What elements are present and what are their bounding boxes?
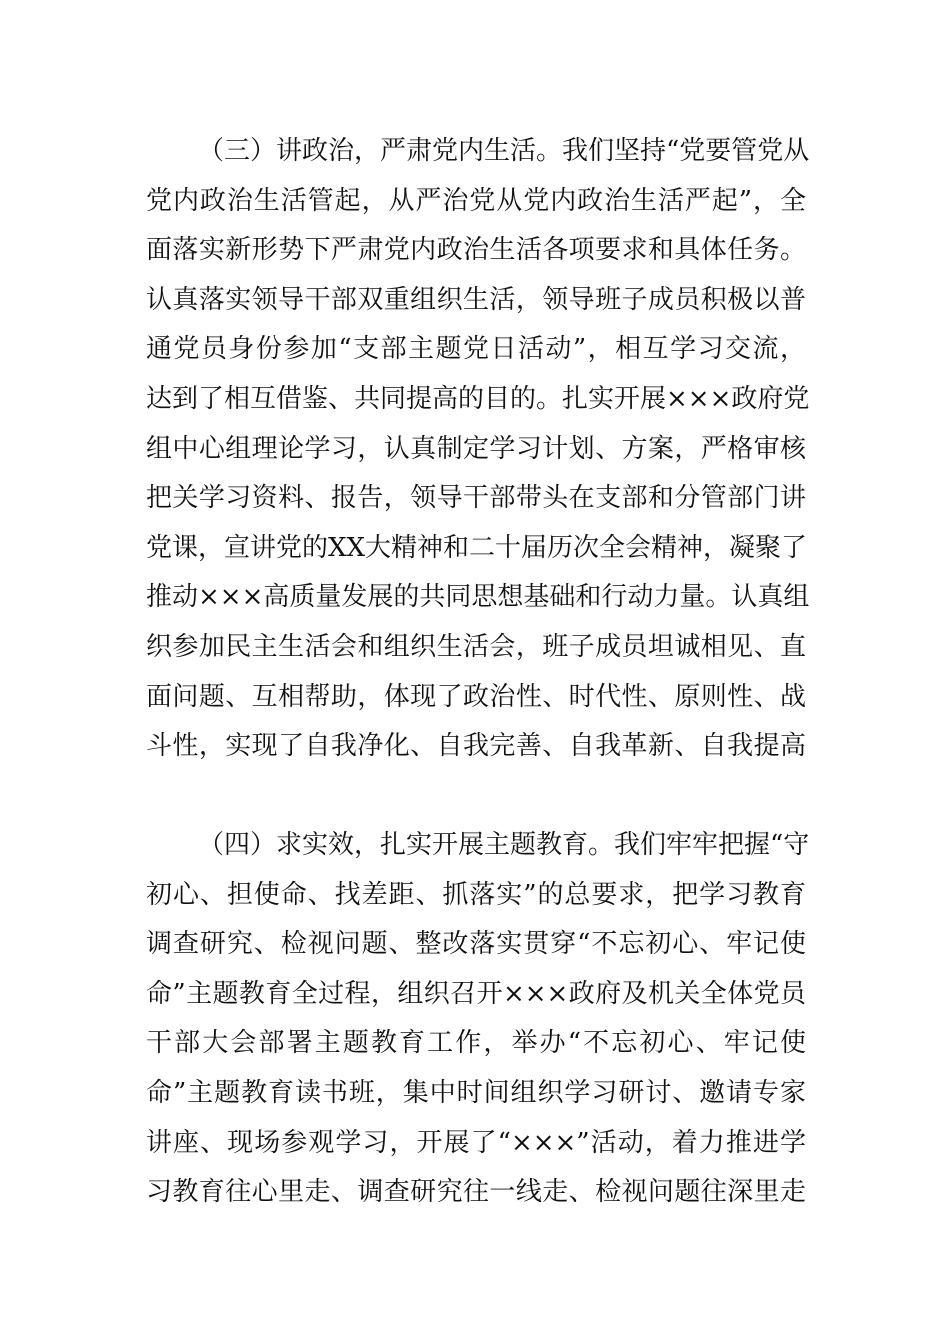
paragraph-line: （四）求实效，扎实开展主题教育。我们牢牢把握“守 [198,830,810,860]
paragraph-line: 习教育往心里走、调查研究往一线走、检视问题往深里走 [146,1177,806,1208]
paragraph-line: 推动×××高质量发展的共同思想基础和行动力量。认真组 [146,582,810,613]
paragraph-line: 党内政治生活管起，从严治党从党内政治生活严起”，全 [146,185,806,216]
paragraph-line: 面落实新形势下严肃党内政治生活各项要求和具体任务。 [146,235,806,266]
paragraph-line: 命”主题教育读书班，集中时间组织学习研讨、邀请专家 [146,1077,806,1108]
paragraph-line: 组中心组理论学习，认真制定学习计划、方案，严格审核 [146,433,806,464]
paragraph-line: 把关学习资料、报告，领导干部带头在支部和分管部门讲 [146,483,806,514]
paragraph-line: 达到了相互借鉴、共同提高的目的。扎实开展×××政府党 [146,383,810,414]
paragraph-line: 命”主题教育全过程，组织召开×××政府及机关全体党员 [146,978,806,1009]
paragraph-section-3 [146,127,810,772]
paragraph-line: 调查研究、检视问题、整改落实贯穿“不忘初心、牢记使 [146,929,806,960]
paragraph-line: 初心、担使命、找差距、抓落实”的总要求，把学习教育 [146,879,806,910]
paragraph-line: 干部大会部署主题教育工作，举办“不忘初心、牢记使 [146,1028,806,1059]
paragraph-line: 讲座、现场参观学习，开展了“×××”活动，着力推进学 [146,1127,806,1158]
paragraph-line: 通党员身份参加“支部主题党日活动”，相互学习交流， [146,334,806,365]
paragraph-line: 认真落实领导干部双重组织生活，领导班子成员积极以普 [146,284,806,315]
paragraph-line: （三）讲政治，严肃党内生活。我们坚持“党要管党从 [198,136,810,166]
paragraph-line: 织参加民主生活会和组织生活会，班子成员坦诚相见、直 [146,631,806,662]
paragraph-section-4 [146,821,810,1218]
paragraph-line: 面问题、互相帮助，体现了政治性、时代性、原则性、战 [146,681,806,712]
paragraph-line: 斗性，实现了自我净化、自我完善、自我革新、自我提高 [146,731,806,762]
paragraph-line: 党课，宣讲党的XX大精神和二十届历次全会精神，凝聚了 [146,532,808,563]
